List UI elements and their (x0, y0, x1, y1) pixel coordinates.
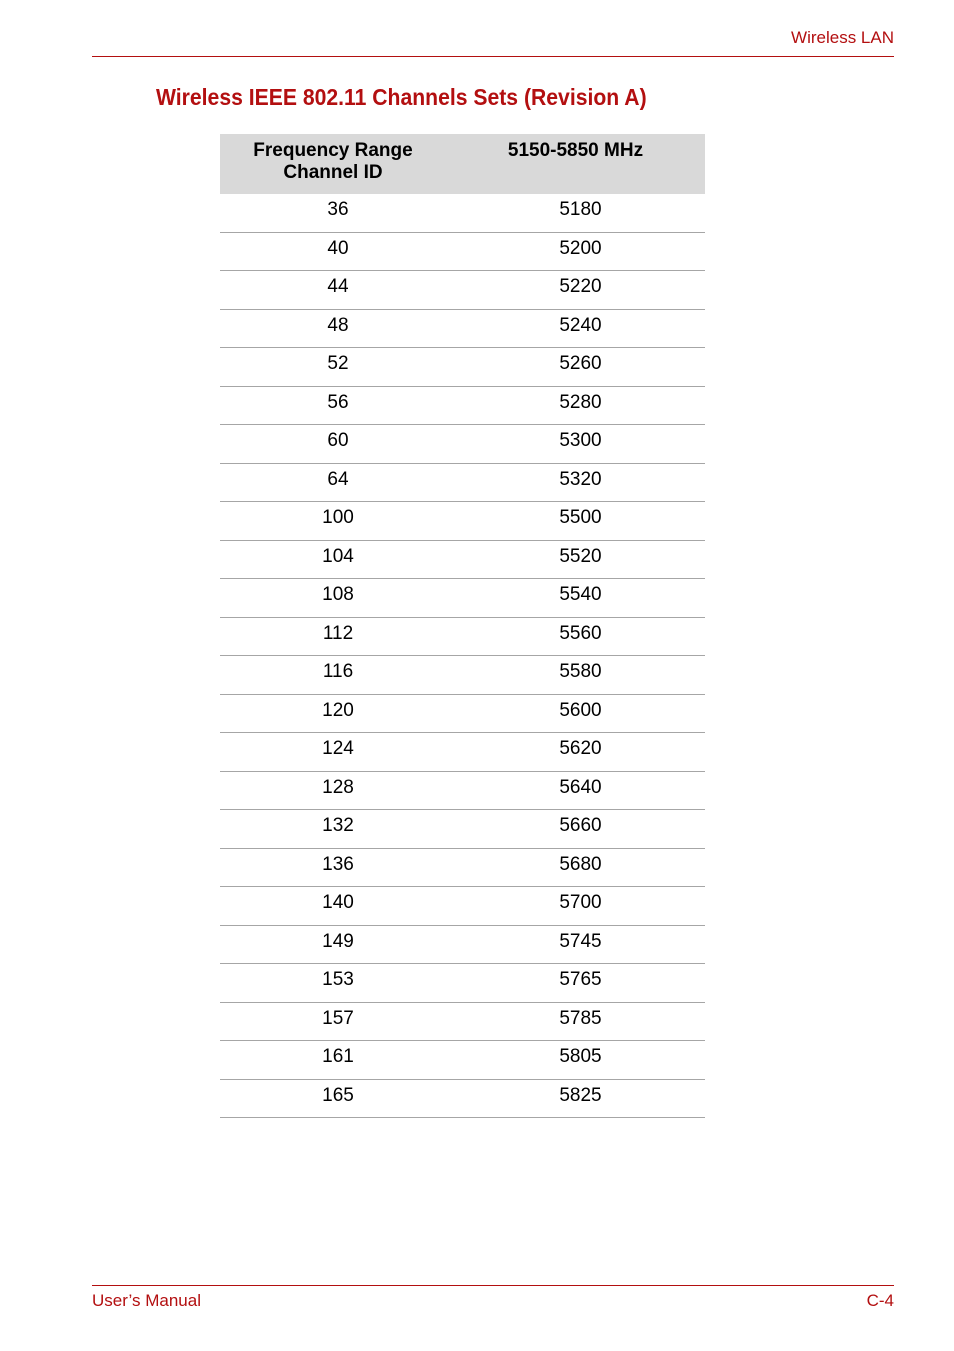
table-row (220, 656, 705, 695)
channel-id-cell: 132 (322, 815, 354, 836)
frequency-cell: 5240 (559, 314, 602, 336)
frequency-cell: 5825 (559, 1084, 602, 1106)
column-header-line: 5150-5850 MHz (507, 140, 644, 161)
frequency-cell: 5300 (559, 430, 602, 451)
table-row (220, 310, 705, 349)
table-row (220, 810, 705, 849)
channels-table (220, 134, 705, 1118)
column-header-channel (220, 134, 446, 194)
table-row (220, 1080, 705, 1119)
channel-id-cell: 108 (322, 584, 354, 605)
channel-id-cell: 128 (322, 776, 354, 798)
frequency-cell: 5180 (559, 199, 602, 220)
frequency-cell: 5580 (559, 661, 602, 682)
channel-id-cell: 60 (327, 430, 349, 451)
table-row (220, 464, 705, 503)
footer-rule (92, 1285, 894, 1286)
channel-id-cell: 36 (327, 199, 349, 220)
channel-id-cell: 112 (322, 622, 354, 644)
table-row (220, 1003, 705, 1042)
frequency-cell: 5700 (559, 892, 602, 913)
column-header-line: Frequency Range (253, 140, 413, 161)
channel-id-cell: 52 (327, 353, 349, 374)
table-row (220, 579, 705, 618)
frequency-cell: 5540 (559, 584, 602, 605)
table-row (220, 541, 705, 580)
table-row (220, 733, 705, 772)
frequency-cell: 5260 (559, 353, 602, 374)
frequency-cell: 5745 (559, 930, 602, 952)
channel-id-cell: 100 (322, 507, 354, 528)
footer-title: User’s Manual (92, 1291, 201, 1310)
table-row (220, 271, 705, 310)
channel-id-cell: 153 (322, 969, 354, 990)
table-row (220, 1041, 705, 1080)
table-header (220, 134, 705, 194)
channel-id-cell: 48 (327, 314, 349, 336)
frequency-cell: 5680 (559, 853, 602, 875)
table-row (220, 926, 705, 965)
frequency-cell: 5660 (559, 815, 602, 836)
table-body (220, 194, 705, 1118)
frequency-cell: 5320 (559, 468, 602, 490)
channel-id-cell: 56 (327, 391, 349, 413)
table-row (220, 618, 705, 657)
frequency-cell: 5600 (559, 699, 602, 721)
frequency-cell: 5785 (559, 1007, 602, 1029)
frequency-cell: 5200 (559, 237, 602, 259)
table-row (220, 233, 705, 272)
table-row (220, 348, 705, 387)
frequency-cell: 5560 (559, 622, 602, 644)
channel-id-cell: 44 (327, 276, 349, 297)
frequency-cell: 5520 (559, 545, 602, 567)
channel-id-cell: 124 (322, 738, 354, 759)
header-rule (92, 56, 894, 57)
frequency-cell: 5500 (559, 507, 602, 528)
frequency-cell: 5220 (559, 276, 602, 297)
channel-id-cell: 140 (322, 892, 354, 913)
frequency-cell: 5640 (559, 776, 602, 798)
table-row (220, 425, 705, 464)
column-header-line: Channel ID (283, 162, 383, 183)
channel-id-cell: 136 (322, 853, 354, 875)
running-header: Wireless LAN (791, 28, 894, 47)
frequency-cell: 5280 (559, 391, 602, 413)
frequency-cell: 5765 (559, 969, 602, 990)
frequency-cell: 5620 (559, 738, 602, 759)
table-row (220, 772, 705, 811)
channel-id-cell: 40 (327, 237, 349, 259)
page-number: C-4 (866, 1291, 894, 1310)
channel-id-cell: 161 (322, 1046, 354, 1067)
table-row (220, 502, 705, 541)
table-row (220, 194, 705, 233)
channel-id-cell: 104 (322, 545, 354, 567)
channel-id-cell: 165 (322, 1084, 354, 1106)
channel-id-cell: 64 (327, 468, 349, 490)
column-header-frequency (446, 134, 705, 194)
page-title: Wireless IEEE 802.11 Channels Sets (Revision A) (156, 84, 647, 110)
table-row (220, 887, 705, 926)
channel-id-cell: 120 (322, 699, 354, 721)
table-row (220, 964, 705, 1003)
channel-id-cell: 149 (322, 930, 354, 952)
frequency-cell: 5805 (559, 1046, 602, 1067)
channel-id-cell: 157 (322, 1007, 354, 1029)
table-row (220, 387, 705, 426)
channel-id-cell: 116 (322, 661, 354, 682)
table-row (220, 695, 705, 734)
table-row (220, 849, 705, 888)
